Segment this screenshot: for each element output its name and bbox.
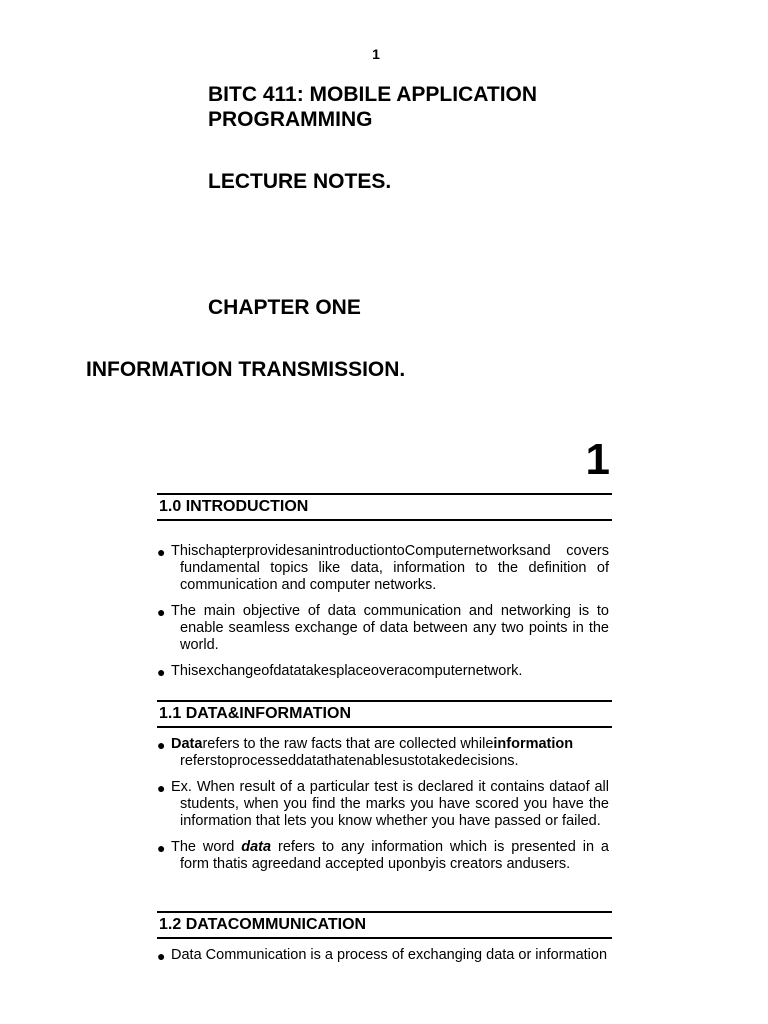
list-item-text: ThischapterprovidesanintroductiontoComputernetworksand covers fundamental topics like data, information to the definition of communication and computer networks. [171,543,609,593]
data-information-bullet-list [157,736,609,882]
page-number: 1 [372,46,380,62]
list-item-text: The main objective of data communication and networking is to enable seamless exchange of data between any two points in the world. [171,603,609,653]
list-item [157,779,609,830]
list-item-text: referstoprocesseddatathatenablesustotakedecisions. [180,753,519,769]
list-item-text: refers to any information which is presented in a form thatis agreedand accepted uponbyis creators andusers. [180,839,609,872]
term-data: Data [171,736,203,752]
list-item-text: refers to the raw facts that are collected while [202,736,494,752]
list-item-text: Data Communication is a process of exchanging data or information [171,947,608,963]
bullet-icon: ● [157,544,166,560]
bullet-icon: ● [157,780,166,796]
document-subtitle: LECTURE NOTES. [208,170,392,193]
list-item [157,947,609,964]
bullet-icon: ● [157,737,166,753]
introduction-bullet-list [157,543,609,689]
list-item [157,736,609,770]
document-title: BITC 411: MOBILE APPLICATION PROGRAMMING [208,83,538,131]
list-item-text: Ex. When result of a particular test is declared it contains dataof all students, when you find the marks you have scored you have the information that lets you know whether you have passed or failed. [171,779,609,829]
term-information: information [493,736,574,752]
chapter-title: INFORMATION TRANSMISSION. [86,358,406,381]
list-item-text: The word [171,839,242,855]
list-item [157,663,609,680]
bullet-icon: ● [157,604,166,620]
chapter-label: CHAPTER ONE [208,296,361,319]
section-heading-introduction: 1.0 INTRODUCTION [157,493,612,521]
bullet-icon: ● [157,664,166,680]
section-heading-data-information: 1.1 DATA&INFORMATION [157,700,612,728]
bullet-icon: ● [157,948,166,964]
list-item-text: Thisexchangeofdatatakesplaceoveracomputernetwork. [171,663,523,679]
section-heading-data-communication: 1.2 DATACOMMUNICATION [157,911,612,939]
term-data-emphasis: data [241,839,272,855]
list-item [157,603,609,654]
list-item [157,543,609,594]
data-communication-bullet-list [157,947,609,973]
chapter-number: 1 [585,435,610,484]
bullet-icon: ● [157,840,166,856]
list-item [157,839,609,873]
